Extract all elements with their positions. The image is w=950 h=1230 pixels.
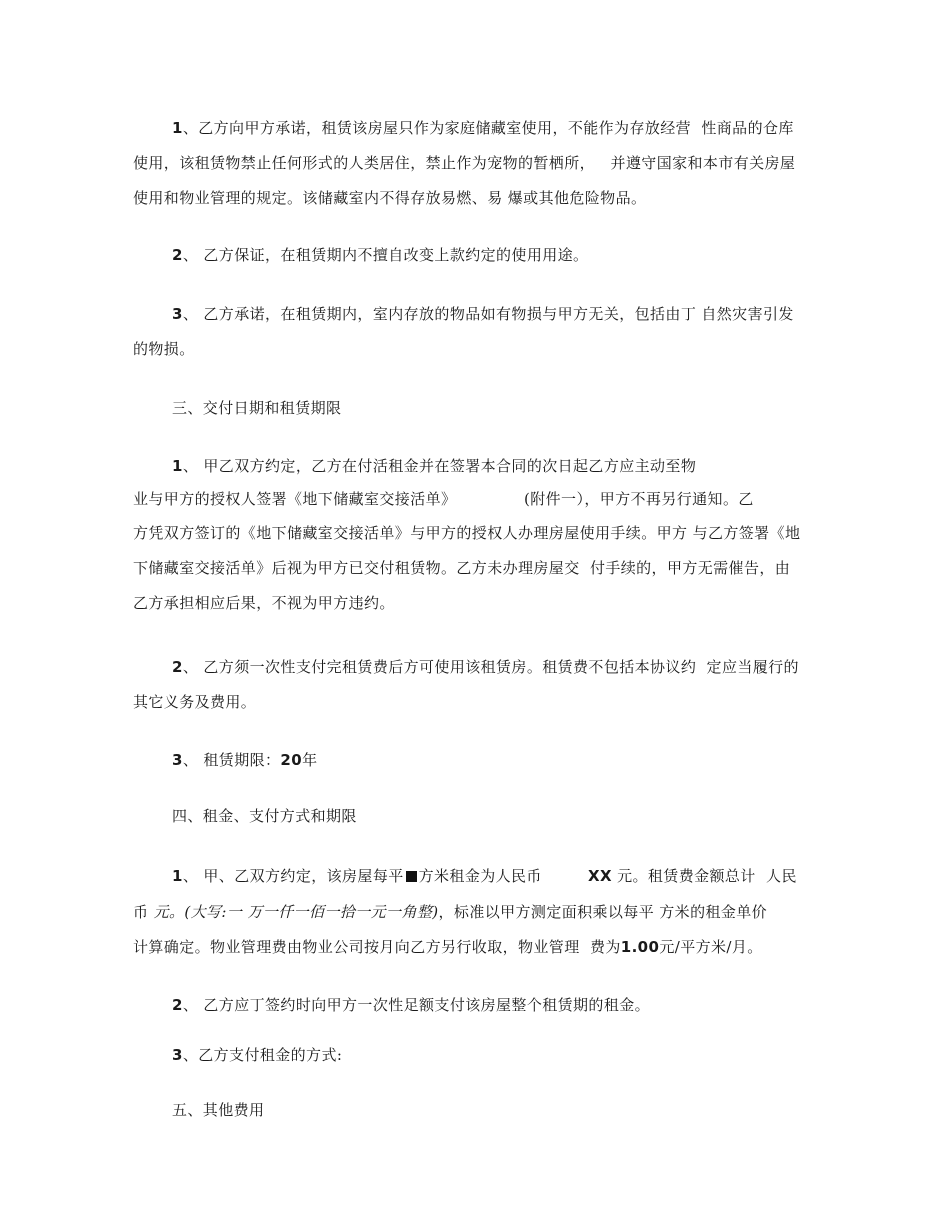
paragraph-line: XX 元。租赁费金额总计 人民 (588, 867, 797, 885)
section-heading: 四、租金、支付方式和期限 (172, 807, 357, 825)
paragraph-line: 1、 甲乙双方约定，乙方在付活租金并在签署本合同的次日起乙方应主动至物 (172, 457, 697, 475)
paragraph-line: (附件一），甲方不再另行通知。乙 (524, 490, 754, 508)
paragraph-line: 使用和物业管理的规定。该储藏室内不得存放易燃、易 爆或其他危险物品。 (133, 189, 647, 207)
paragraph-line: 1、 甲、乙双方约定，该房屋每平 方米租金为人民币 (172, 867, 542, 885)
paragraph-line: 其它义务及费用。 (133, 693, 257, 711)
paragraph-line: 2、 乙方保证，在租赁期内不擅自改变上款约定的使用用途。 (172, 246, 589, 264)
section-heading: 三、交付日期和租赁期限 (172, 399, 342, 417)
paragraph-line: 乙方承担相应后果，不视为甲方违约。 (133, 594, 395, 612)
paragraph-line: 3、 乙方承诺，在租赁期内，室内存放的物品如有物损与甲方无关，包括由丁 自然灾害引发 (172, 305, 794, 323)
black-square-icon (406, 871, 417, 882)
paragraph-line: 3、 租赁期限：20年 (172, 751, 318, 769)
paragraph-line: 币 元。(大写:一 万一仟一佰一拾一元一角整)，标准以甲方测定面积乘以每平 方米的租金单价 (133, 903, 768, 921)
paragraph-line: 下储藏室交接活单》后视为甲方已交付租赁物。乙方未办理房屋交 付手续的，甲方无需催告，由 (133, 559, 791, 577)
paragraph-line: 2、 乙方应丁签约时向甲方一次性足额支付该房屋整个租赁期的租金。 (172, 996, 651, 1014)
section-heading: 五、其他费用 (172, 1101, 265, 1119)
paragraph-line: 方凭双方签订的《地下储藏室交接活单》与甲方的授权人办理房屋使用手续。甲方 与乙方签署《地 (133, 524, 801, 542)
paragraph-line: 使用，该租赁物禁止任何形式的人类居住，禁止作为宠物的暂栖所， 并遵守国家和本市有关房屋 (133, 154, 796, 172)
paragraph-line: 3、乙方支付租金的方式: (172, 1046, 343, 1064)
paragraph-line: 计算确定。物业管理费由物业公司按月向乙方另行收取，物业管理 费为1.00元/平方米/月。 (133, 938, 763, 956)
paragraph-line: 业与甲方的授权人签署《地下储藏室交接活单》 (133, 490, 457, 508)
paragraph-line: 2、 乙方须一次性支付完租赁费后方可使用该租赁房。租赁费不包括本协议约 定应当履行的 (172, 658, 799, 676)
paragraph-line: 的物损。 (133, 340, 195, 358)
paragraph-line: 1、乙方向甲方承诺，租赁该房屋只作为家庭储藏室使用，不能作为存放经营 性商品的仓库 (172, 119, 794, 137)
